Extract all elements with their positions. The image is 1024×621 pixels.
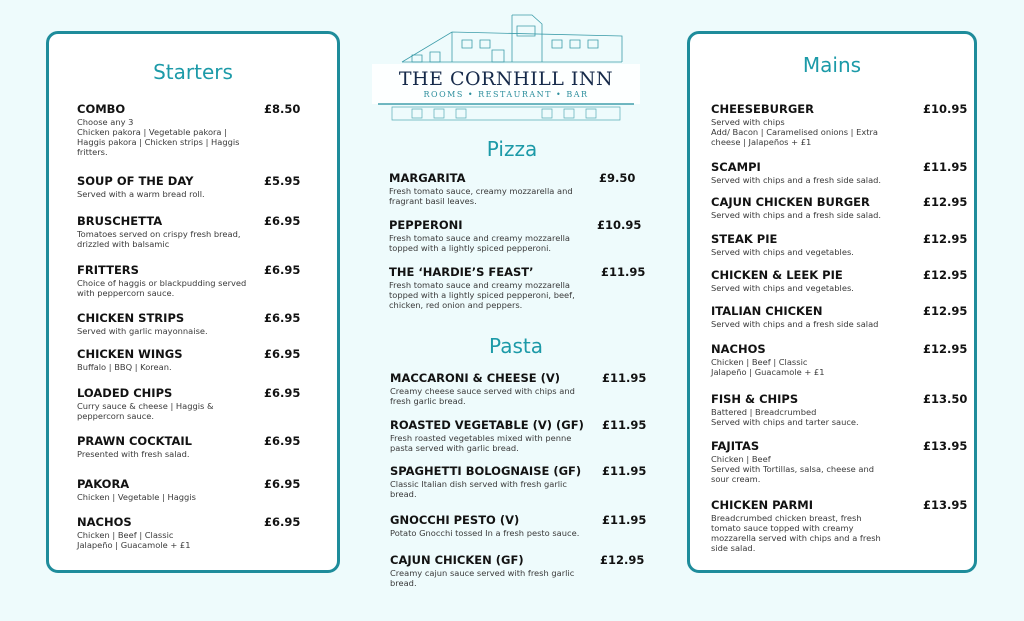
item-name: CAJUN CHICKEN (GF) [390, 553, 524, 567]
item-price: £11.95 [601, 265, 646, 279]
menu-item [390, 418, 647, 453]
menu-item [77, 515, 299, 550]
menu-item [77, 434, 299, 459]
item-price: £6.95 [264, 263, 301, 277]
item-name: CHICKEN WINGS [77, 347, 183, 361]
item-description: Served with chips and vegetables. [711, 247, 854, 257]
item-description: Served with chips and a fresh side salad. [711, 210, 882, 220]
item-price: £11.95 [602, 464, 647, 478]
item-description: Presented with fresh salad. [77, 449, 190, 459]
item-price: £10.95 [597, 218, 642, 232]
menu-item [389, 265, 646, 310]
item-price: £12.95 [923, 268, 968, 282]
item-description: Potato Gnocchi tossed In a fresh pesto sauce. [390, 528, 580, 538]
item-name: PEPPERONI [389, 218, 463, 232]
menu-item [711, 195, 968, 220]
item-name: THE ‘HARDIE’S FEAST’ [389, 265, 534, 279]
item-description: Breadcrumbed chicken breast, fresh tomato sauce topped with creamy mozzarella served with chips and a fresh side salad. [711, 513, 881, 553]
item-price: £10.95 [923, 102, 968, 116]
item-name: MACCARONI & CHEESE (V) [390, 371, 561, 385]
item-name: ITALIAN CHICKEN [711, 304, 823, 318]
item-description: Fresh tomato sauce and creamy mozzarella topped with a lightly spiced pepperoni, beef, chicken, red onion and peppers. [389, 280, 575, 310]
item-description: Served with chips Add/ Bacon | Caramelised onions | Extra cheese | Jalapeños + £1 [711, 117, 879, 147]
item-price: £13.95 [923, 498, 968, 512]
item-description: Fresh roasted vegetables mixed with penne pasta served with garlic bread. [390, 433, 572, 453]
menu-item [77, 386, 299, 421]
menu-item [77, 347, 299, 372]
item-price: £12.95 [923, 304, 968, 318]
menu-item [77, 477, 299, 502]
menu-item [711, 392, 968, 427]
item-price: £6.95 [264, 214, 301, 228]
item-description: Choose any 3 Chicken pakora | Vegetable pakora | Haggis pakora | Chicken strips | Haggis fritters. [77, 117, 240, 157]
menu-item [77, 102, 299, 157]
menu-item [711, 102, 968, 147]
item-price: £11.95 [923, 160, 968, 174]
item-price: £13.50 [923, 392, 968, 406]
item-price: £12.95 [923, 342, 968, 356]
menu-item [711, 342, 968, 377]
item-name: PRAWN COCKTAIL [77, 434, 193, 448]
menu-item [77, 263, 299, 298]
item-price: £12.95 [923, 232, 968, 246]
menu-item [390, 553, 645, 588]
item-price: £6.95 [264, 386, 301, 400]
item-name: STEAK PIE [711, 232, 778, 246]
item-description: Fresh tomato sauce, creamy mozzarella and fragrant basil leaves. [389, 186, 573, 206]
menu-item [77, 214, 299, 249]
item-name: LOADED CHIPS [77, 386, 173, 400]
item-name: COMBO [77, 102, 126, 116]
menu-item [711, 498, 968, 553]
item-name: FAJITAS [711, 439, 760, 453]
item-name: CHICKEN & LEEK PIE [711, 268, 843, 282]
item-price: £12.95 [923, 195, 968, 209]
logo [372, 10, 640, 128]
menu-item [390, 371, 647, 406]
starters-title: Starters [153, 60, 233, 84]
item-price: £9.50 [599, 171, 636, 185]
item-price: £8.50 [264, 102, 301, 116]
starters-panel [46, 31, 340, 573]
item-description: Choice of haggis or blackpudding served with peppercorn sauce. [77, 278, 247, 298]
item-name: CHICKEN STRIPS [77, 311, 185, 325]
menu-item [711, 268, 968, 293]
item-price: £11.95 [602, 371, 647, 385]
menu-item [711, 439, 968, 484]
item-name: SPAGHETTI BOLOGNAISE (GF) [390, 464, 582, 478]
item-name: FRITTERS [77, 263, 139, 277]
item-name: PAKORA [77, 477, 130, 491]
mains-panel [687, 31, 977, 573]
item-description: Creamy cheese sauce served with chips and fresh garlic bread. [390, 386, 575, 406]
item-price: £13.95 [923, 439, 968, 453]
item-price: £6.95 [264, 347, 301, 361]
item-name: SCAMPI [711, 160, 761, 174]
item-name: ROASTED VEGETABLE (V) (GF) [390, 418, 584, 432]
item-description: Served with a warm bread roll. [77, 189, 205, 199]
item-price: £11.95 [602, 418, 647, 432]
item-description: Creamy cajun sauce served with fresh garlic bread. [390, 568, 575, 588]
menu-item [390, 513, 647, 538]
restaurant-tagline: ROOMS • RESTAURANT • BAR [423, 90, 589, 99]
item-name: NACHOS [77, 515, 132, 529]
item-price: £6.95 [264, 477, 301, 491]
menu-item [389, 171, 635, 206]
item-description: Chicken | Beef Served with Tortillas, salsa, cheese and sour cream. [711, 454, 875, 484]
item-price: £6.95 [264, 434, 301, 448]
item-description: Chicken | Beef | Classic Jalapeño | Guacamole + £1 [77, 530, 191, 550]
item-price: £6.95 [264, 311, 301, 325]
item-description: Served with garlic mayonnaise. [77, 326, 208, 336]
menu-item [711, 232, 968, 257]
item-description: Served with chips and vegetables. [711, 283, 854, 293]
item-name: CAJUN CHICKEN BURGER [711, 195, 870, 209]
pizza-title: Pizza [486, 137, 538, 161]
menu-item [389, 218, 642, 253]
item-name: CHEESEBURGER [711, 102, 815, 116]
item-description: Classic Italian dish served with fresh garlic bread. [390, 479, 567, 499]
item-description: Battered | Breadcrumbed Served with chips and tarter sauce. [711, 407, 859, 427]
menu-item [711, 304, 968, 329]
item-name: NACHOS [711, 342, 766, 356]
restaurant-name: THE CORNHILL INN [398, 68, 614, 90]
menu-item [77, 174, 299, 199]
item-price: £12.95 [600, 553, 645, 567]
item-name: CHICKEN PARMI [711, 498, 814, 512]
pasta-title: Pasta [489, 334, 543, 358]
item-description: Buffalo | BBQ | Korean. [77, 362, 172, 372]
item-description: Chicken | Vegetable | Haggis [77, 492, 196, 502]
item-name: GNOCCHI PESTO (V) [390, 513, 520, 527]
item-price: £5.95 [264, 174, 301, 188]
menu-item [390, 464, 647, 499]
item-description: Tomatoes served on crispy fresh bread, drizzled with balsamic [77, 229, 241, 249]
menu-item [711, 160, 968, 185]
item-price: £6.95 [264, 515, 301, 529]
item-name: MARGARITA [389, 171, 466, 185]
item-price: £11.95 [602, 513, 647, 527]
item-description: Fresh tomato sauce and creamy mozzarella topped with a lightly spiced pepperoni. [389, 233, 570, 253]
item-name: FISH & CHIPS [711, 392, 799, 406]
item-name: BRUSCHETTA [77, 214, 163, 228]
item-description: Served with chips and a fresh side salad. [711, 175, 882, 185]
mains-title: Mains [802, 53, 862, 77]
item-description: Served with chips and a fresh side salad [711, 319, 879, 329]
item-description: Chicken | Beef | Classic Jalapeño | Guacamole + £1 [711, 357, 825, 377]
item-description: Curry sauce & cheese | Haggis & peppercorn sauce. [77, 401, 214, 421]
menu-item [77, 311, 299, 336]
item-name: SOUP OF THE DAY [77, 174, 194, 188]
